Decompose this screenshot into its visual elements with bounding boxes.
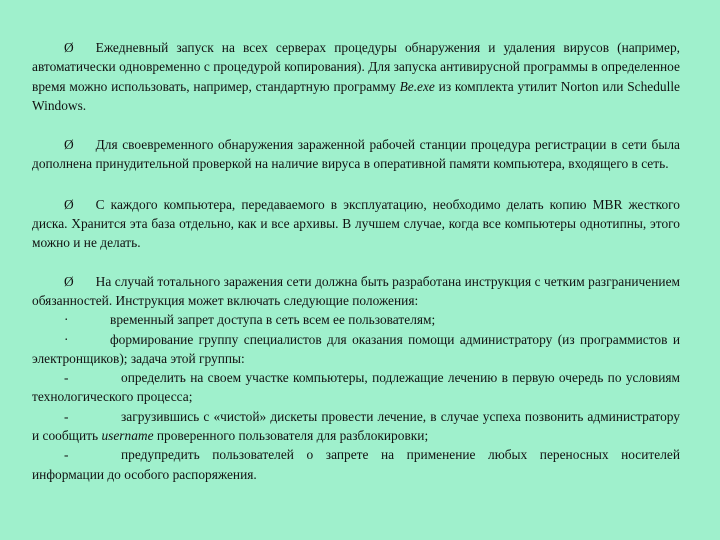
username-term: username [101,428,154,444]
paragraph-registration-check [32,135,680,174]
list-item-text: загрузившись с «чистой» дискеты провести лечение, в случае успеха позвонить администратору и сообщить [32,408,680,444]
list-item-text: предупредить пользователей о запрете на применение любых переносных носителей информации до особого распоряжения. [32,447,680,482]
arrow-bullet-icon: Ø [64,273,74,289]
arrow-bullet-icon: Ø [64,196,74,212]
list-item [32,330,680,369]
paragraph-text: Для своевременного обнаружения зараженной рабочей станции процедура регистрации в сети была дополнена принудительной проверкой на наличие вируса в оперативной памяти компьютера, входящего в сеть. [32,137,680,172]
list-item [32,407,680,446]
list-item-text: проверенного пользователя для разблокировки; [153,428,429,444]
paragraph-text: Ежедневный запуск на всех серверах процедуры обнаружения и удаления вирусов (например, автоматически одновременно с процедурой копирования). Для запуска антивирусной программы в определенное время можно использовать, например, стандартную программу [32,40,680,94]
dash-marker: - [64,447,69,463]
program-name: Be.exe [399,78,435,94]
list-item [32,445,680,484]
slide-content [32,38,680,484]
list-item-text: определить на своем участке компьютеры, подлежащие лечению в первую очередь по условиям технологического процесса; [32,370,680,405]
dot-marker: · [64,312,69,328]
list-item-text: временный запрет доступа в сеть всем ее пользователям; [110,312,436,328]
arrow-bullet-icon: Ø [64,137,74,153]
dot-marker: · [64,331,69,347]
paragraph-text: С каждого компьютера, передаваемого в эксплуатацию, необходимо делать копию MBR жесткого диска. Хранится эта база отдельно, как и все архивы. В лучшем случае, когда все компьютеры однотипны, этого можно и не делать. [32,196,680,251]
paragraph-text: На случай тотального заражения сети должна быть разработана инструкция с четким разграничением обязанностей. Инструкция может включать следующие положения: [32,273,680,308]
list-item-text: формирование группу специалистов для оказания помощи администратору (из программистов и электронщиков); задача этой группы: [32,331,680,366]
paragraph-instruction [32,272,680,311]
list-item [32,368,680,407]
dash-marker: - [64,408,69,424]
list-item [32,310,680,329]
paragraph-mbr-copy [32,195,680,253]
dash-marker: - [64,370,69,386]
paragraph-text: из комплекта утилит Norton или Schedulle Windows. [32,78,681,113]
arrow-bullet-icon: Ø [64,40,74,55]
paragraph-daily-scan [32,38,680,115]
